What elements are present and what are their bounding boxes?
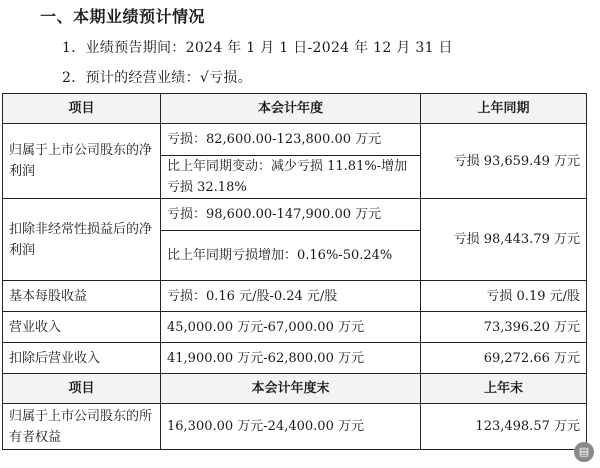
table-header-row (3, 94, 587, 124)
header2-item: 项目 (3, 374, 161, 404)
section-title: 一、本期业绩预计情况 (40, 7, 206, 26)
revenue-prior: 73,396.20 万元 (421, 312, 587, 343)
net-profit-excl-prior: 亏损 98,443.79 万元 (421, 199, 587, 281)
header-prior-year: 上年同期 (421, 94, 587, 124)
net-profit-prior: 亏损 93,659.49 万元 (421, 124, 587, 199)
forecast-type: 2．预计的经营业绩：√亏损。 (62, 70, 253, 86)
row-label-eps: 基本每股收益 (3, 281, 161, 312)
equity-prior: 123,498.57 万元 (421, 404, 587, 450)
table-row (3, 199, 587, 231)
row-label-net-profit-excl: 扣除非经常性损益后的净利润 (3, 199, 161, 281)
table-row (3, 343, 587, 374)
header-current-year: 本会计年度 (161, 94, 421, 124)
row-label-revenue-excl: 扣除后营业收入 (3, 343, 161, 374)
revenue-excl-prior: 69,272.66 万元 (421, 343, 587, 374)
net-profit-excl-current: 亏损：98,600.00-147,900.00 万元 (161, 199, 421, 231)
table-row (3, 124, 587, 156)
net-profit-change: 比上年同期变动：减少亏损 11.81%-增加亏损 32.18% (161, 156, 421, 199)
table-subheader-row (3, 374, 587, 404)
row-label-equity: 归属于上市公司股东的所有者权益 (3, 404, 161, 450)
revenue-current: 45,000.00 万元-67,000.00 万元 (161, 312, 421, 343)
equity-current: 16,300.00 万元-24,400.00 万元 (161, 404, 421, 450)
header2-prior-year-end: 上年末 (421, 374, 587, 404)
document-scan-icon[interactable]: ▤ (574, 442, 594, 462)
row-label-revenue: 营业收入 (3, 312, 161, 343)
eps-prior: 亏损 0.19 元/股 (421, 281, 587, 312)
forecast-period: 1．业绩预告期间：2024 年 1 月 1 日-2024 年 12 月 31 日 (62, 40, 453, 56)
net-profit-excl-change: 比上年同期亏损增加：0.16%-50.24% (161, 231, 421, 281)
header-item: 项目 (3, 94, 161, 124)
performance-forecast-table (2, 93, 587, 450)
row-label-net-profit: 归属于上市公司股东的净利润 (3, 124, 161, 199)
eps-current: 亏损：0.16 元/股-0.24 元/股 (161, 281, 421, 312)
table-row (3, 312, 587, 343)
table-row (3, 281, 587, 312)
revenue-excl-current: 41,900.00 万元-62,800.00 万元 (161, 343, 421, 374)
header2-current-year-end: 本会计年度末 (161, 374, 421, 404)
net-profit-current: 亏损：82,600.00-123,800.00 万元 (161, 124, 421, 156)
table-row (3, 404, 587, 450)
